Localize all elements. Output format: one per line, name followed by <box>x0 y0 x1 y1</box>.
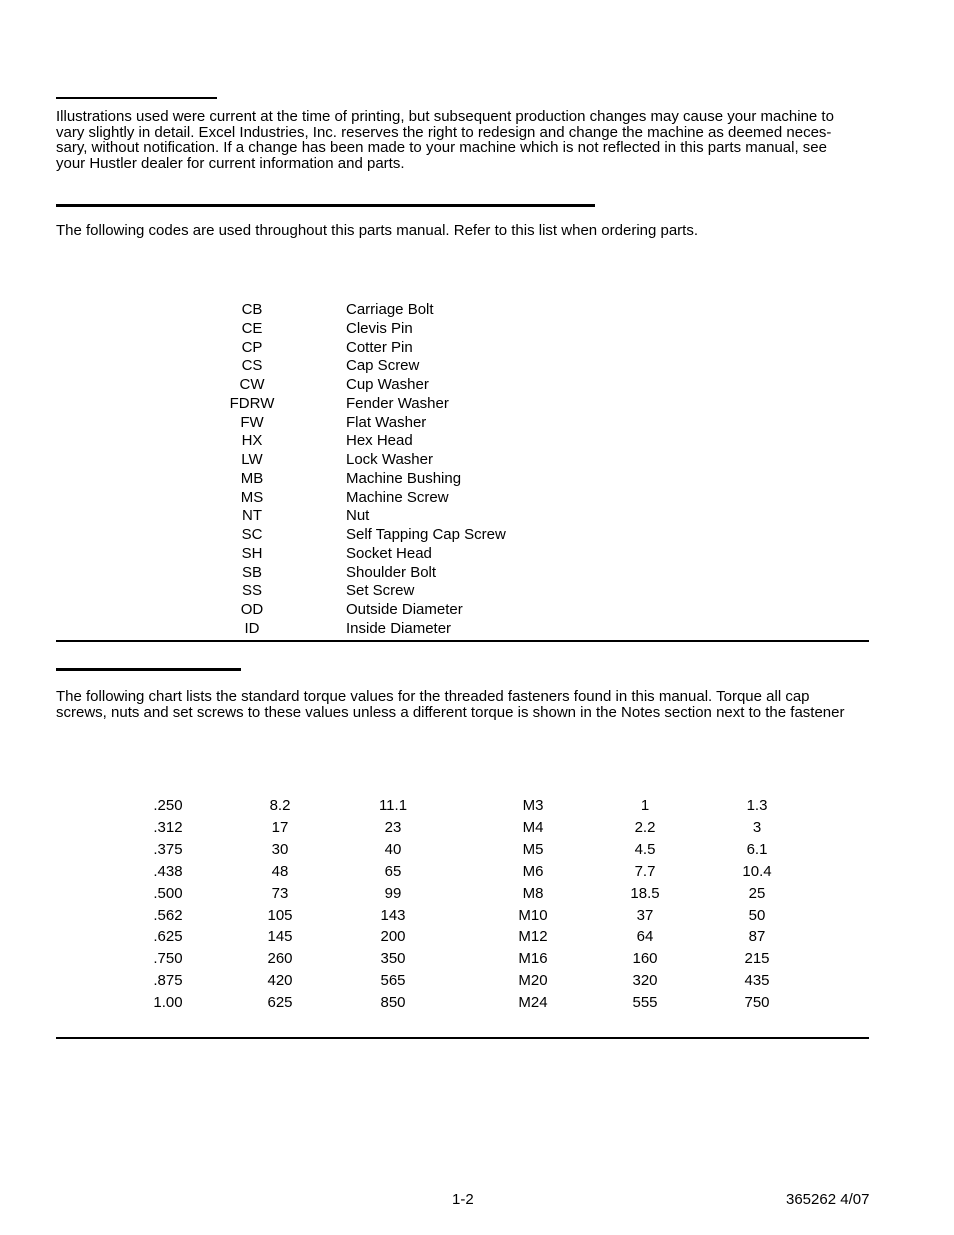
abbreviation-row <box>0 356 954 375</box>
torque-value-metric-a: 2.2 <box>634 818 656 836</box>
torque-value-metric-a: 160 <box>632 950 658 968</box>
paragraph-line: Illustrations used were current at the time of printing, but subsequent production changes may cause your machine to <box>56 108 834 125</box>
abbreviation-description: Fender Washer <box>346 394 449 412</box>
abbreviation-description: Machine Bushing <box>346 469 462 487</box>
paragraph-line: The following chart lists the standard torque values for the threaded fasteners found in this manual. Torque all cap <box>56 688 810 705</box>
torque-size-metric: M6 <box>522 862 544 880</box>
torque-row <box>0 970 954 992</box>
torque-value-metric-b: 3 <box>752 818 762 836</box>
torque-value-metric-b: 87 <box>748 928 766 946</box>
torque-row <box>0 817 954 839</box>
abbreviation-row <box>0 563 954 582</box>
torque-value-inch-b: 850 <box>380 994 406 1012</box>
torque-size-metric: M16 <box>518 950 548 968</box>
abbreviation-code: FW <box>240 413 264 431</box>
abbreviation-row <box>0 544 954 563</box>
section2-intro: The following codes are used throughout this parts manual. Refer to this list when ordering parts. <box>56 222 699 239</box>
abbreviation-description: Lock Washer <box>346 451 433 468</box>
abbreviation-description: Clevis Pin <box>346 319 413 337</box>
torque-value-inch-b: 65 <box>384 862 402 880</box>
abbreviation-description: Socket Head <box>346 544 432 562</box>
page-number: 1-2 <box>452 1191 474 1208</box>
torque-value-inch-a: 625 <box>267 994 293 1012</box>
abbreviation-row <box>0 431 954 450</box>
torque-size-metric: M3 <box>522 797 544 814</box>
section3-heading-rule <box>56 668 241 671</box>
abbreviation-row <box>0 319 954 338</box>
torque-value-inch-a: 260 <box>267 950 293 968</box>
abbreviation-row <box>0 506 954 525</box>
abbreviation-description: Carriage Bolt <box>346 301 434 318</box>
torque-value-inch-b: 40 <box>384 840 402 858</box>
torque-row <box>0 883 954 905</box>
torque-row <box>0 839 954 861</box>
abbreviation-row <box>0 300 954 319</box>
torque-size-metric: M5 <box>522 840 544 858</box>
abbreviation-code: CB <box>241 301 263 318</box>
torque-value-metric-a: 320 <box>632 972 658 990</box>
abbreviation-row <box>0 450 954 469</box>
abbreviation-row <box>0 375 954 394</box>
torque-size-inch: .750 <box>153 950 183 968</box>
torque-value-inch-a: 48 <box>271 862 289 880</box>
abbreviation-row <box>0 581 954 600</box>
torque-value-metric-a: 555 <box>632 994 658 1012</box>
section1-heading-rule <box>56 97 217 99</box>
torque-row <box>0 795 954 817</box>
torque-size-inch: .250 <box>153 797 183 814</box>
torque-value-inch-a: 105 <box>267 906 293 924</box>
section2-bottom-rule <box>56 640 869 642</box>
abbreviation-description: Set Screw <box>346 582 415 600</box>
abbreviation-code: SS <box>241 582 262 600</box>
torque-row <box>0 926 954 948</box>
torque-value-inch-b: 143 <box>380 906 406 924</box>
torque-size-inch: .375 <box>153 840 183 858</box>
torque-size-inch: .312 <box>153 818 183 836</box>
abbreviation-code: MS <box>240 488 264 506</box>
abbreviation-code: CS <box>241 357 263 375</box>
torque-value-inch-a: 73 <box>271 884 289 902</box>
torque-size-inch: .625 <box>153 928 183 946</box>
torque-value-metric-b: 1.3 <box>746 797 768 814</box>
torque-row <box>0 992 954 1014</box>
torque-value-metric-a: 37 <box>636 906 654 924</box>
abbreviation-code: CP <box>241 338 263 356</box>
abbreviation-row <box>0 469 954 488</box>
section1-paragraph <box>56 109 874 171</box>
abbreviation-description: Inside Diameter <box>346 619 452 637</box>
torque-size-metric: M24 <box>518 994 548 1012</box>
abbreviation-description: Self Tapping Cap Screw <box>346 526 506 543</box>
abbreviation-code: ID <box>244 619 260 637</box>
torque-value-metric-a: 4.5 <box>634 840 656 858</box>
abbreviation-code: SC <box>241 526 263 543</box>
torque-row <box>0 948 954 970</box>
abbreviation-row <box>0 488 954 507</box>
torque-value-inch-a: 30 <box>271 840 289 858</box>
torque-row <box>0 861 954 883</box>
abbreviation-row <box>0 338 954 357</box>
torque-value-inch-b: 565 <box>380 972 406 990</box>
abbreviation-code: CW <box>239 376 265 393</box>
abbreviation-code: NT <box>242 507 262 525</box>
torque-value-inch-a: 420 <box>267 972 293 990</box>
torque-size-inch: .500 <box>153 884 183 902</box>
paragraph-line: sary, without notification. If a change has been made to your machine which is not reflected in this parts manual, see <box>56 139 827 157</box>
torque-value-inch-a: 145 <box>267 928 293 946</box>
abbreviation-code: MB <box>240 469 264 487</box>
torque-value-metric-b: 10.4 <box>742 862 772 880</box>
torque-value-inch-b: 200 <box>380 928 406 946</box>
abbreviation-description: Cotter Pin <box>346 338 413 356</box>
abbreviation-row <box>0 600 954 619</box>
torque-size-metric: M4 <box>522 818 544 836</box>
torque-size-metric: M20 <box>518 972 548 990</box>
torque-value-inch-b: 350 <box>380 950 406 968</box>
torque-size-inch: .438 <box>153 862 183 880</box>
abbreviation-description: Flat Washer <box>346 413 427 431</box>
abbreviation-description: Hex Head <box>346 432 413 450</box>
torque-size-metric: M12 <box>518 928 548 946</box>
abbreviation-description: Cap Screw <box>346 357 420 375</box>
abbreviation-code: HX <box>241 432 263 450</box>
torque-value-metric-b: 25 <box>748 884 766 902</box>
abbreviation-code: OD <box>240 601 264 618</box>
paragraph-line: screws, nuts and set screws to these values unless a different torque is shown in the Notes section next to the fastener <box>56 703 845 721</box>
abbreviation-code: CE <box>241 319 263 337</box>
torque-size-metric: M8 <box>522 884 544 902</box>
torque-value-inch-b: 23 <box>384 818 402 836</box>
torque-value-inch-a: 17 <box>271 818 289 836</box>
abbreviation-code: SH <box>241 544 263 562</box>
section2-heading-rule <box>56 204 595 207</box>
abbreviation-row <box>0 394 954 413</box>
torque-value-metric-b: 50 <box>748 906 766 924</box>
abbreviation-description: Shoulder Bolt <box>346 563 437 581</box>
section3-paragraph <box>56 689 886 720</box>
abbreviation-row <box>0 525 954 544</box>
abbreviation-row <box>0 619 954 638</box>
torque-value-metric-a: 18.5 <box>630 884 660 902</box>
paragraph-line: vary slightly in detail. Excel Industries, Inc. reserves the right to redesign and change the machine as deemed neces- <box>56 123 832 141</box>
torque-value-metric-a: 64 <box>636 928 654 946</box>
document-code: 365262 4/07 <box>786 1191 870 1208</box>
torque-value-metric-b: 435 <box>744 972 770 990</box>
torque-value-metric-b: 750 <box>744 994 770 1012</box>
torque-value-inch-b: 11.1 <box>378 797 408 814</box>
torque-value-metric-a: 7.7 <box>634 862 656 880</box>
abbreviation-code: FDRW <box>229 394 275 412</box>
abbreviation-row <box>0 413 954 432</box>
torque-size-inch: 1.00 <box>153 994 183 1012</box>
torque-value-inch-b: 99 <box>384 884 402 902</box>
abbreviation-description: Outside Diameter <box>346 601 463 618</box>
abbreviation-code: SB <box>241 563 262 581</box>
torque-value-metric-b: 215 <box>744 950 770 968</box>
torque-size-metric: M10 <box>518 906 548 924</box>
torque-value-inch-a: 8.2 <box>269 797 291 814</box>
torque-size-inch: .562 <box>153 906 183 924</box>
section3-bottom-rule <box>56 1037 869 1039</box>
abbreviation-description: Machine Screw <box>346 488 449 506</box>
torque-row <box>0 905 954 927</box>
abbreviation-description: Nut <box>346 507 370 525</box>
abbreviation-code: LW <box>241 451 263 468</box>
torque-value-metric-a: 1 <box>640 797 650 814</box>
abbreviation-description: Cup Washer <box>346 376 429 393</box>
torque-size-inch: .875 <box>153 972 183 990</box>
paragraph-line: your Hustler dealer for current information and parts. <box>56 154 405 172</box>
torque-value-metric-b: 6.1 <box>746 840 768 858</box>
